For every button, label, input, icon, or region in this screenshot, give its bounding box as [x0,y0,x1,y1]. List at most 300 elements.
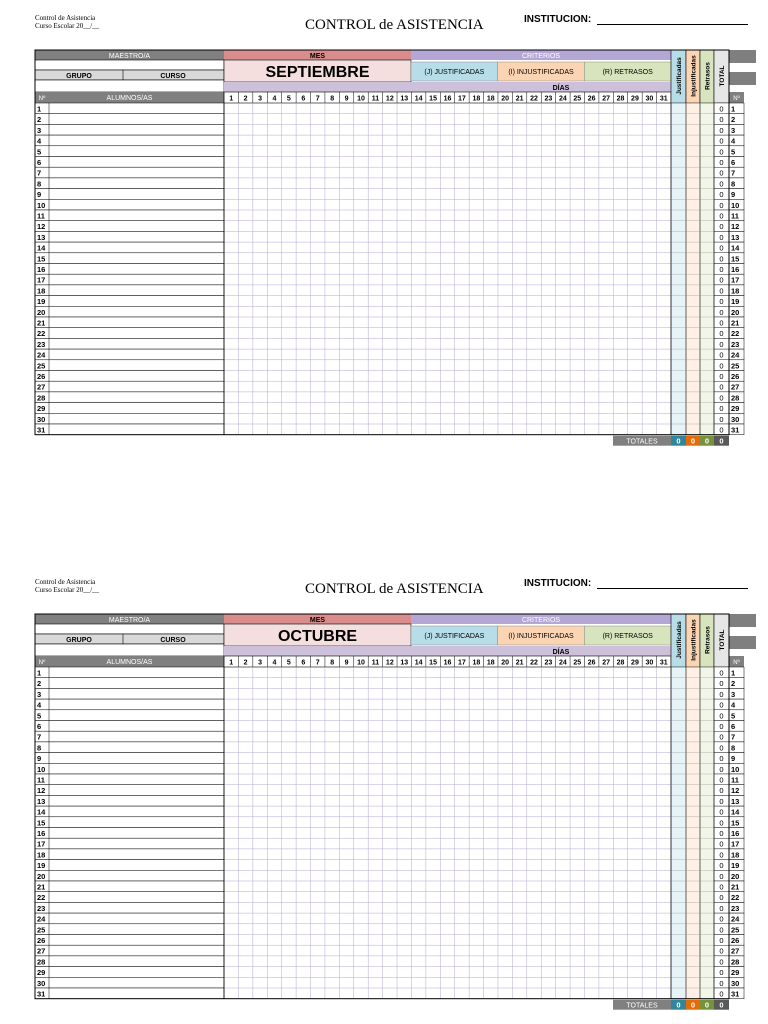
student-name-cell[interactable] [35,678,224,689]
student-name-cell[interactable] [35,710,224,721]
student-row[interactable] [35,678,744,689]
row-number: 13 [37,796,46,806]
day-header: 25 [573,659,582,667]
row-total-value: 0 [719,796,724,806]
day-header: 17 [458,659,466,667]
injustificadas-criterion-label: (I) INJUSTIFICADAS [508,633,574,640]
row-number-right: 20 [731,307,740,317]
student-row[interactable] [35,264,744,275]
row-total-value: 0 [719,372,724,381]
row-number-right: 26 [731,936,740,945]
student-row[interactable] [35,731,744,742]
row-number: 14 [37,807,46,817]
row-number-right: 7 [731,168,736,178]
month-name: OCTUBRE [277,628,358,645]
day-header: 27 [602,95,611,103]
corner-line-2: Curso Escolar 20__/__ [35,22,100,30]
student-row[interactable] [35,710,744,721]
grupo-curso-field[interactable] [35,644,224,656]
maestro-label: MAESTRO/A [108,53,151,60]
student-row[interactable] [35,967,744,978]
student-name-cell[interactable] [35,274,224,285]
grupo-curso-header [35,70,224,80]
row-total-value: 0 [719,425,724,435]
student-row[interactable] [35,870,744,881]
student-row[interactable] [35,988,744,999]
student-row[interactable] [35,371,744,382]
day-header: 25 [573,95,582,103]
criterios-label: CRITERIOS [521,53,561,60]
student-row[interactable] [35,210,744,221]
student-name-cell[interactable] [35,688,224,699]
day-header: 3 [258,659,263,667]
student-name-cell[interactable] [35,167,224,178]
student-name-cell[interactable] [35,699,224,710]
maestro-label: MAESTRO/A [108,617,151,624]
row-total-value: 0 [719,329,724,339]
student-name-cell[interactable] [35,838,224,849]
retrasos-column-header: Retrasos [704,626,712,654]
student-name-cell[interactable] [35,146,224,157]
student-row[interactable] [35,667,744,678]
row-number: 3 [37,689,42,699]
student-row[interactable] [35,328,744,339]
student-name-cell[interactable] [35,870,224,881]
student-name-cell[interactable] [35,114,224,125]
student-row[interactable] [35,849,744,860]
row-number: 22 [37,893,46,903]
retrasos-criterion-label: (R) RETRASOS [602,633,653,640]
row-number: 18 [37,850,46,860]
day-header: 6 [301,95,306,103]
student-row[interactable] [35,817,744,828]
student-row[interactable] [35,403,744,414]
row-number-right: 23 [731,903,740,913]
day-header: 4 [272,95,277,103]
day-header: 30 [645,659,654,667]
row-number: 30 [37,414,46,424]
student-row[interactable] [35,103,744,114]
student-row[interactable] [35,274,744,285]
grupo-curso-field[interactable] [35,80,224,92]
row-number: 16 [37,265,46,274]
student-name-cell[interactable] [35,285,224,296]
student-row[interactable] [35,892,744,903]
day-header: 26 [587,95,596,103]
student-name-cell[interactable] [35,977,224,988]
day-header: 26 [587,659,596,667]
student-row[interactable] [35,828,744,839]
total-value: 0 [704,1000,710,1010]
row-number: 6 [37,158,42,167]
student-row[interactable] [35,124,744,135]
row-number: 23 [37,903,46,913]
row-number-right: 5 [731,147,736,157]
student-name-cell[interactable] [35,381,224,392]
student-name-cell[interactable] [35,902,224,913]
dias-band [224,82,671,92]
row-number: 22 [37,329,46,339]
row-total-value: 0 [719,339,724,349]
student-row[interactable] [35,135,744,146]
row-number-right: 18 [731,850,740,860]
student-row[interactable] [35,913,744,924]
row-number: 6 [37,722,42,731]
student-row[interactable] [35,785,744,796]
day-header: 23 [544,659,553,667]
row-total-value: 0 [719,350,724,360]
student-row[interactable] [35,146,744,157]
student-name-cell[interactable] [35,967,224,978]
student-row[interactable] [35,317,744,328]
row-number-right: 16 [731,829,740,838]
student-row[interactable] [35,774,744,785]
student-name-cell[interactable] [35,338,224,349]
student-row[interactable] [35,306,744,317]
row-number-right: 19 [731,297,740,307]
student-row[interactable] [35,935,744,946]
mes-label: MES [309,53,326,60]
row-number: 31 [37,425,46,435]
row-number-right: 17 [731,839,740,849]
student-name-cell[interactable] [35,828,224,839]
num-label-right: Nº [733,96,740,102]
row-number: 9 [37,190,42,200]
student-row[interactable] [35,253,744,264]
row-number: 20 [37,307,46,317]
student-row[interactable] [35,242,744,253]
student-name-cell[interactable] [35,135,224,146]
row-number-right: 19 [731,861,740,871]
total-value: 0 [676,1000,681,1010]
row-total-value: 0 [719,190,724,200]
student-name-cell[interactable] [35,424,224,435]
student-row[interactable] [35,338,744,349]
row-number: 5 [37,711,42,721]
alumnos-label: ALUMNOS/AS [106,95,153,102]
day-header: 20 [501,659,510,667]
retrasos-column-header: Retrasos [704,62,712,90]
day-header: 16 [443,659,452,667]
day-header: 28 [616,659,625,667]
row-total-value: 0 [719,775,724,785]
row-number: 16 [37,829,46,838]
student-name-cell[interactable] [35,413,224,424]
day-header: 18 [486,95,495,103]
student-name-cell[interactable] [35,881,224,892]
retrasos-criterion-label: (R) RETRASOS [602,69,653,76]
student-row[interactable] [35,924,744,935]
student-row[interactable] [35,699,744,710]
row-total-value: 0 [719,104,724,114]
student-row[interactable] [35,178,744,189]
student-name-cell[interactable] [35,157,224,168]
day-header: 24 [558,659,567,667]
student-row[interactable] [35,221,744,232]
day-header: 5 [286,659,291,667]
student-name-cell[interactable] [35,360,224,371]
row-total-value: 0 [719,307,724,317]
row-total-value: 0 [719,361,724,371]
student-name-cell[interactable] [35,371,224,382]
student-name-cell[interactable] [35,296,224,307]
row-total-value: 0 [719,732,724,742]
row-number: 27 [37,946,46,956]
student-row[interactable] [35,413,744,424]
row-total-value: 0 [719,136,724,146]
row-number: 13 [37,232,46,242]
student-row[interactable] [35,189,744,200]
row-number-right: 17 [731,275,740,285]
totales-label: TOTALES [626,438,658,446]
row-number-right: 26 [731,372,740,381]
student-name-cell[interactable] [35,403,224,414]
student-name-cell[interactable] [35,795,224,806]
student-name-cell[interactable] [35,785,224,796]
row-number-right: 21 [731,318,740,328]
row-total-value: 0 [719,243,724,253]
row-number-right: 15 [731,818,740,828]
row-total-value: 0 [719,200,724,210]
student-row[interactable] [35,956,744,967]
row-total-value: 0 [719,893,724,903]
student-name-cell[interactable] [35,306,224,317]
student-name-cell[interactable] [35,860,224,871]
maestro-field[interactable] [35,624,224,634]
student-name-cell[interactable] [35,349,224,360]
student-row[interactable] [35,806,744,817]
corner-line-1: Control de Asistencia [35,14,96,22]
attendance-table [0,564,768,1024]
day-header: 20 [501,95,510,103]
row-number: 25 [37,925,46,935]
row-number-right: 9 [731,754,736,764]
student-row[interactable] [35,881,744,892]
grupo-label: GRUPO [66,73,92,80]
day-header: 5 [286,95,291,103]
row-number: 10 [37,200,46,210]
student-name-cell[interactable] [35,103,224,114]
row-number-right: 21 [731,882,740,892]
row-total-value: 0 [719,668,724,678]
student-name-cell[interactable] [35,199,224,210]
row-number-right: 9 [731,190,736,200]
row-number: 4 [37,700,42,710]
student-row[interactable] [35,381,744,392]
row-total-value: 0 [719,861,724,871]
student-name-cell[interactable] [35,189,224,200]
student-name-cell[interactable] [35,231,224,242]
row-total-value: 0 [719,318,724,328]
day-header: 8 [330,659,335,667]
student-row[interactable] [35,838,744,849]
student-name-cell[interactable] [35,317,224,328]
day-header: 31 [659,659,668,667]
page-title: CONTROL de ASISTENCIA [305,17,484,33]
day-header: 13 [400,95,409,103]
student-name-cell[interactable] [35,178,224,189]
row-total-value: 0 [719,115,724,125]
student-name-cell[interactable] [35,753,224,764]
row-number: 2 [37,115,42,125]
total-column-header: TOTAL [719,65,726,87]
student-name-cell[interactable] [35,242,224,253]
day-header: 29 [631,659,639,667]
student-row[interactable] [35,742,744,753]
student-name-cell[interactable] [35,935,224,946]
student-name-cell[interactable] [35,221,224,232]
row-total-value: 0 [719,989,724,999]
student-row[interactable] [35,157,744,168]
student-name-cell[interactable] [35,892,224,903]
num-label: Nº [38,96,46,102]
row-number: 15 [37,818,46,828]
student-row[interactable] [35,902,744,913]
student-row[interactable] [35,231,744,242]
student-row[interactable] [35,285,744,296]
dias-band [224,646,671,656]
student-row[interactable] [35,721,744,732]
mes-label: MES [309,617,326,624]
student-row[interactable] [35,199,744,210]
row-number-right: 7 [731,732,736,742]
totales-label: TOTALES [626,1002,658,1010]
row-total-value: 0 [719,297,724,307]
corner-line-1: Control de Asistencia [35,578,96,586]
row-total-value: 0 [719,232,724,242]
day-header: 9 [344,95,349,103]
day-header: 18 [472,95,481,103]
student-name-cell[interactable] [35,913,224,924]
row-number-right: 8 [731,743,736,753]
student-name-cell[interactable] [35,763,224,774]
row-total-value: 0 [719,254,724,264]
day-header: 24 [558,95,567,103]
day-header: 15 [429,659,437,667]
row-number-right: 23 [731,339,740,349]
row-total-value: 0 [719,903,724,913]
student-name-cell[interactable] [35,945,224,956]
row-number: 26 [37,936,46,945]
row-number: 4 [37,136,42,146]
row-number-right: 20 [731,871,740,881]
row-number-right: 6 [731,158,736,167]
row-total-value: 0 [719,882,724,892]
student-name-cell[interactable] [35,328,224,339]
student-name-cell[interactable] [35,849,224,860]
day-header: 11 [371,95,380,103]
student-row[interactable] [35,392,744,403]
student-name-cell[interactable] [35,667,224,678]
student-name-cell[interactable] [35,124,224,135]
student-name-cell[interactable] [35,264,224,275]
row-total-value: 0 [719,786,724,796]
student-name-cell[interactable] [35,742,224,753]
day-header: 7 [315,95,320,103]
row-number: 8 [37,179,42,189]
row-number-right: 3 [731,689,736,699]
row-total-value: 0 [719,764,724,774]
row-total-value: 0 [719,722,724,731]
student-row[interactable] [35,424,744,435]
student-row[interactable] [35,860,744,871]
row-number-right: 11 [731,775,739,785]
row-number: 12 [37,222,46,232]
student-name-cell[interactable] [35,774,224,785]
justificadas-column-header: Justificadas [676,57,683,95]
row-total-value: 0 [719,179,724,189]
row-total-value: 0 [719,265,724,274]
student-name-cell[interactable] [35,806,224,817]
row-number-right: 18 [731,286,740,296]
student-name-cell[interactable] [35,731,224,742]
row-number: 9 [37,754,42,764]
grupo-label: GRUPO [66,637,92,644]
row-number: 27 [37,382,46,392]
row-number-right: 24 [731,350,740,360]
row-total-value: 0 [719,925,724,935]
student-row[interactable] [35,349,744,360]
row-number: 24 [37,350,46,360]
student-name-cell[interactable] [35,924,224,935]
student-name-cell[interactable] [35,988,224,999]
student-row[interactable] [35,360,744,371]
row-number: 5 [37,147,42,157]
row-number-right: 3 [731,125,736,135]
day-header: 14 [414,95,423,103]
day-header: 2 [243,659,248,667]
student-row[interactable] [35,167,744,178]
row-total-value: 0 [719,871,724,881]
maestro-field[interactable] [35,60,224,70]
student-row[interactable] [35,795,744,806]
row-total-value: 0 [719,404,724,414]
student-row[interactable] [35,114,744,125]
justificadas-criterion-label: (J) JUSTIFICADAS [424,69,485,76]
row-number-right: 12 [731,786,740,796]
curso-label: CURSO [160,637,186,644]
student-name-cell[interactable] [35,817,224,828]
row-total-value: 0 [719,689,724,699]
student-row[interactable] [35,945,744,956]
day-header: 22 [530,659,538,667]
student-name-cell[interactable] [35,956,224,967]
student-name-cell[interactable] [35,253,224,264]
row-number-right: 25 [731,361,740,371]
row-number-right: 1 [731,668,736,678]
row-number: 7 [37,168,42,178]
student-row[interactable] [35,753,744,764]
row-number: 7 [37,732,42,742]
row-total-value: 0 [719,957,724,967]
row-number: 10 [37,764,46,774]
attendance-table [0,0,768,460]
student-name-cell[interactable] [35,392,224,403]
student-row[interactable] [35,763,744,774]
student-row[interactable] [35,688,744,699]
side-tab-2 [729,72,756,85]
student-row[interactable] [35,296,744,307]
side-tab-1 [729,50,756,63]
student-row[interactable] [35,977,744,988]
student-name-cell[interactable] [35,721,224,732]
student-name-cell[interactable] [35,210,224,221]
grupo-curso-header [35,634,224,644]
day-header: 7 [315,659,320,667]
row-total-value: 0 [719,286,724,296]
day-header: 22 [530,95,538,103]
day-header: 4 [272,659,277,667]
